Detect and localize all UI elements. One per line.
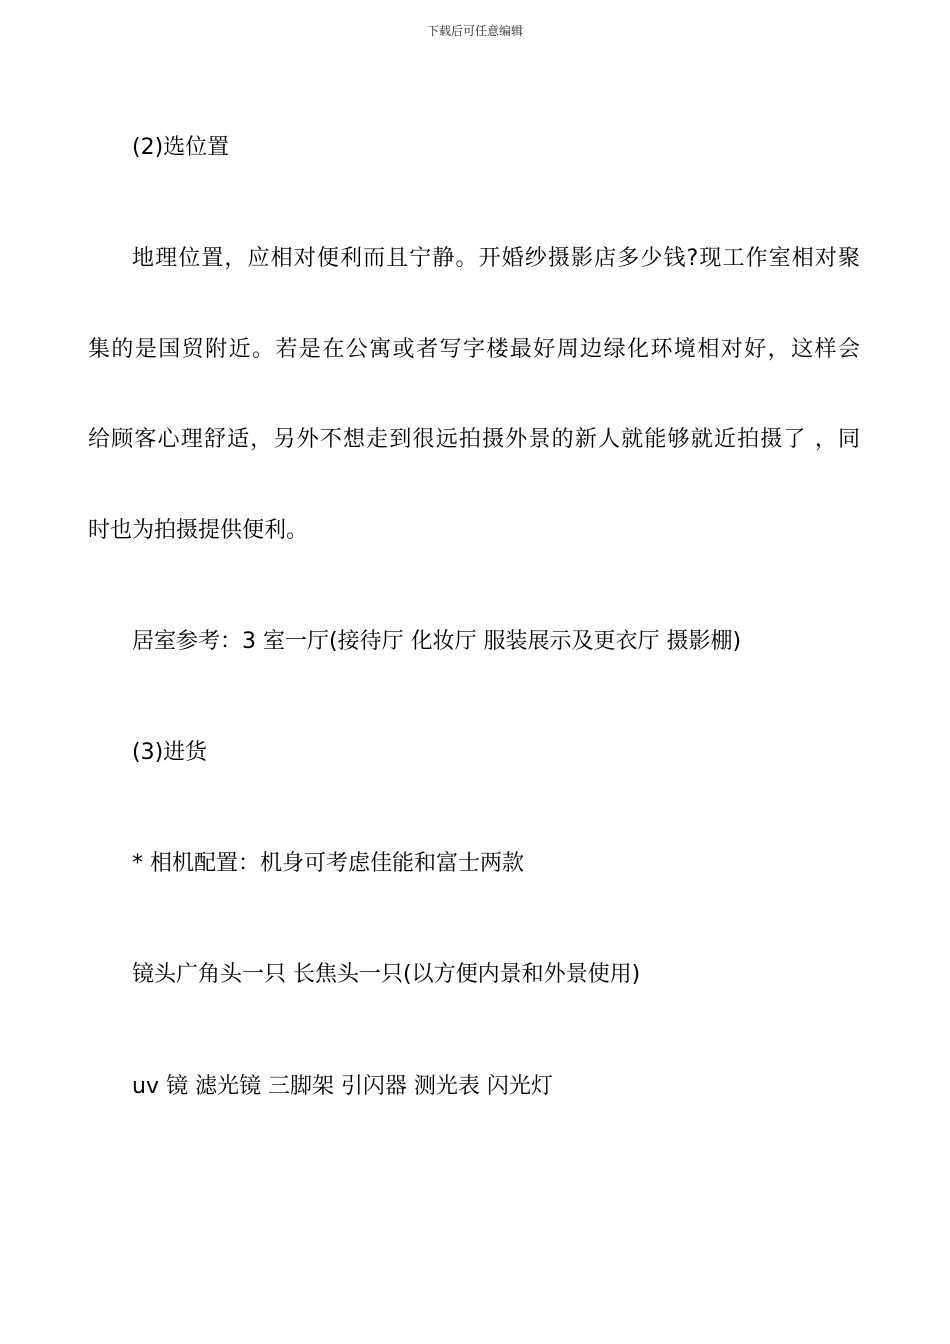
room-reference-line: 居室参考：3 室一厅(接待厅 化妆厅 服装展示及更衣厅 摄影棚): [132, 629, 742, 654]
lens-line: 镜头广角头一只 长焦头一只(以方便内景和外景使用): [132, 962, 641, 987]
paragraph-line: 给顾客心理舒适，另外不想走到很远拍摄外景的新人就能够就近拍摄了 ，同: [88, 427, 860, 452]
section-heading-purchasing: (3)进货: [132, 740, 208, 765]
paragraph-line: 集的是国贸附近。若是在公寓或者写字楼最好周边绿化环境相对好，这样会: [88, 337, 860, 362]
paragraph-line: 地理位置，应相对便利而且宁静。开婚纱摄影店多少钱?现工作室相对聚: [132, 246, 860, 271]
paragraph-line: 时也为拍摄提供便利。: [88, 518, 309, 543]
camera-config-line: * 相机配置：机身可考虑佳能和富士两款: [132, 851, 524, 876]
page-header: 下载后可任意编辑: [426, 24, 523, 38]
section-heading-location: (2)选位置: [132, 135, 230, 160]
accessories-line: uv 镜 滤光镜 三脚架 引闪器 测光表 闪光灯: [132, 1074, 553, 1099]
